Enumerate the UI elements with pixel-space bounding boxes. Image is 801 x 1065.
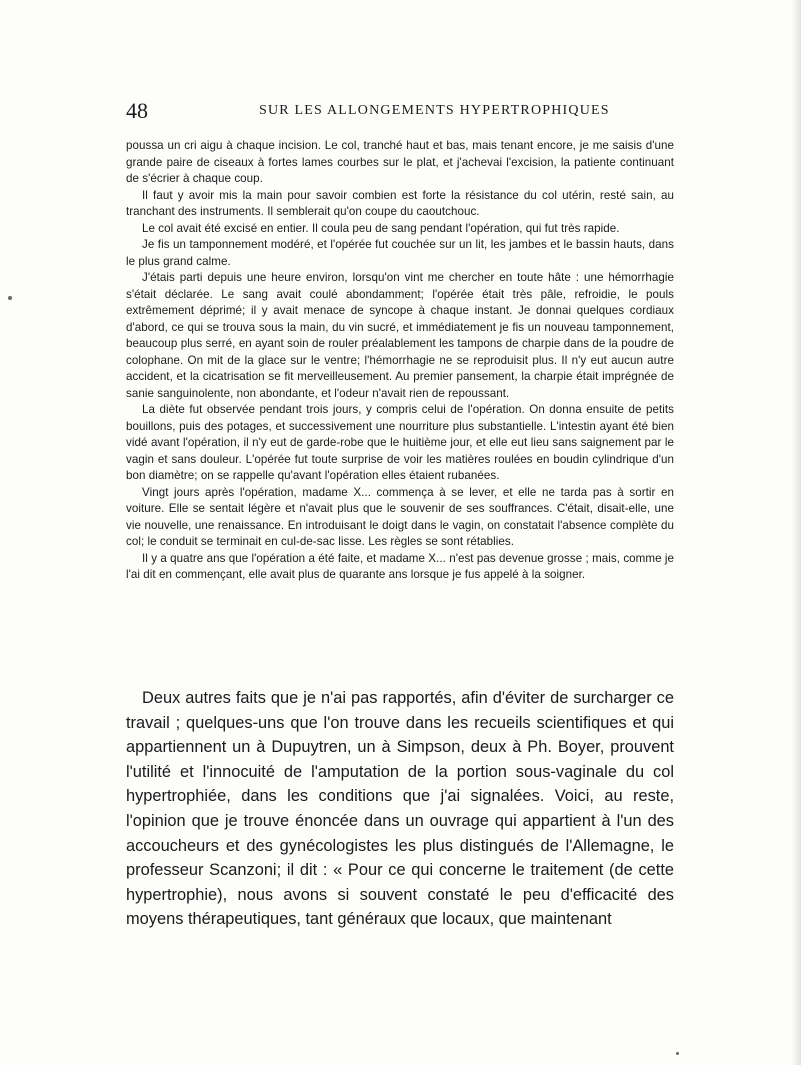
paragraph: poussa un cri aigu à chaque incision. Le col, tranché haut et bas, mais tenant encore, je me saisis d'une grande paire de ciseaux à fortes lames courbes sur le plat, et j'achevai l'excision, la patiente continuant de s'écrier à chaque coup. — [126, 139, 674, 185]
paragraph: La diète fut observée pendant trois jours, y compris celui de l'opération. On donna ensuite de petits bouillons, puis des potages, et successivement une nourriture plus substantielle. L'intestin ayant été bien vidé avant l'opération, il n'y eut de garde-robe que le huitième jour, et elle eut lieu sans saignement par le vagin et sans douleur. L'opérée fut toute surprise de voir les matières roulées en boudin cylindrique d'un bon diamètre; on se rappelle qu'avant l'opération elles étaient rubanées. — [126, 403, 674, 482]
page-number: 48 — [126, 98, 148, 123]
running-title: SUR LES ALLONGEMENTS HYPERTROPHIQUES — [259, 103, 610, 118]
paragraph: Il faut y avoir mis la main pour savoir combien est forte la résistance du col utérin, resté sain, au tranchant des instruments. Il semblerait qu'on coupe du caoutchouc. — [126, 188, 674, 218]
page-edge-shadow — [791, 0, 801, 1065]
paragraph: Deux autres faits que je n'ai pas rapportés, afin d'éviter de surcharger ce travail ; quelques-uns que l'on trouve dans les recueils scientifiques et qui appartiennent un à Dupuytren, un à Simpson, deux à Ph. Boyer, prouvent l'utilité et l'innocuité de l'amputation de la portion sous-vaginale du col hypertrophiée, dans les conditions que j'ai signalées. Voici, au reste, l'opinion que je trouve énoncée dans un ouvrage qui appartient à l'un des accoucheurs et des gynécologistes les plus distingués de l'Allemagne, le professeur Scanzoni; il dit : « Pour ce qui concerne le traitement (de cette hypertrophie), nous avons si souvent constaté le peu d'efficacité des moyens thérapeutiques, tant généraux que locaux, que maintenant — [126, 689, 674, 929]
body-text-large — [126, 686, 674, 932]
paragraph: Vingt jours après l'opération, madame X... commença à se lever, et elle ne tarda pas à sortir en voiture. Elle se sentait légère et n'avait plus que le souvenir de ses souffrances. C'était, disait-elle, une vie nouvelle, une renaissance. En introduisant le doigt dans le vagin, on constatait l'absence complète du col; le conduit se terminait en cul-de-sac lisse. Les règles se sont rétablies. — [126, 485, 674, 548]
paragraph: J'étais parti depuis une heure environ, lorsqu'on vint me chercher en toute hâte : une hémorrhagie s'était déclarée. Le sang avait coulé abondamment; l'opérée était très pâle, refroidie, le pouls extrêmement déprimé; il y avait menace de syncope à chaque instant. Je donnai quelques cordiaux d'abord, ce qui se trouva sous la main, du vin sucré, et immédiatement je fis un nouveau tamponnement, beaucoup plus serré, en ayant soin de rouler préalablement les tampons de charpie dans de la poudre de colophane. On mit de la glace sur le ventre; l'hémorrhagie ne se reproduisit plus. Il n'y eut aucun autre accident, et la cicatrisation se fit merveilleusement. Au premier pansement, la charpie était imprégnée de sanie sanguinolente, non abondante, et l'odeur n'avait rien de repoussant. — [126, 271, 674, 400]
page-header — [126, 98, 671, 126]
body-text-small — [126, 138, 674, 584]
specks — [8, 296, 12, 300]
specks — [676, 1052, 679, 1055]
paragraph: Le col avait été excisé en entier. Il coula peu de sang pendant l'opération, qui fut très rapide. — [142, 221, 620, 235]
paragraph: Il y a quatre ans que l'opération a été faite, et madame X... n'est pas devenue grosse ; mais, comme je l'ai dit en commençant, elle avait plus de quarante ans lorsque je fus appelé à la soigner. — [126, 551, 674, 581]
paragraph: Je fis un tamponnement modéré, et l'opérée fut couchée sur un lit, les jambes et le bassin hauts, dans le plus grand calme. — [126, 238, 674, 268]
